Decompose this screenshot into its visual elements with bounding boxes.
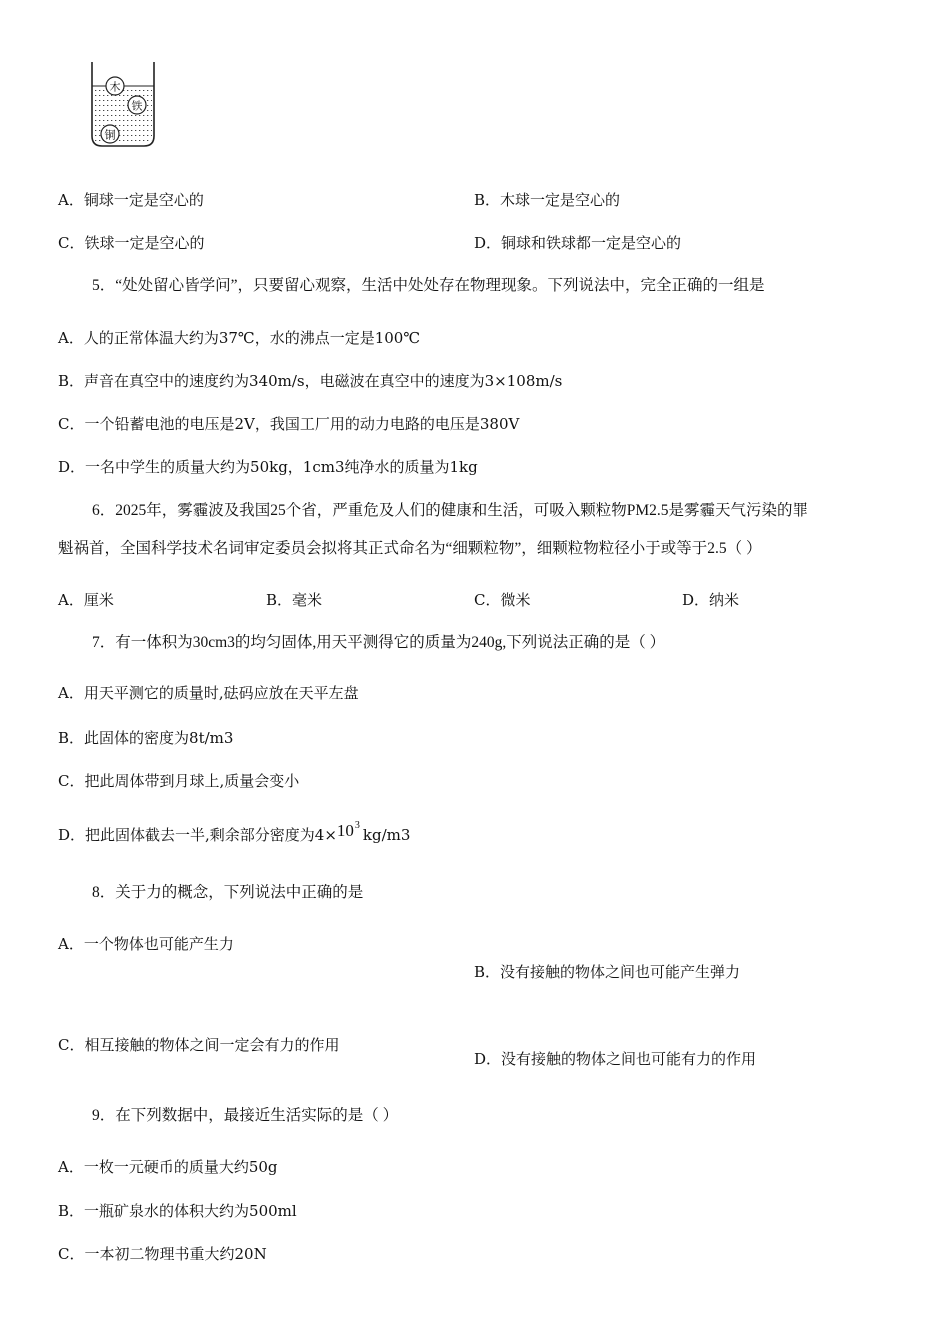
q8-option-d: D．没有接触的物体之间也可能有力的作用: [474, 1050, 757, 1068]
q8-option-a: A．一个物体也可能产生力: [58, 935, 234, 953]
q7-option-d-exponent: 3: [354, 820, 360, 831]
q7-option-d-text: D．把此固体截去一半,剩余部分密度为4×: [58, 826, 337, 844]
q7-option-d-power: [337, 821, 360, 840]
q8-stem: 8．关于力的概念，下列说法中正确的是: [92, 884, 364, 901]
q4-option-a: A．铜球一定是空心的: [58, 191, 204, 209]
q6-stem-line1: 6．2025年，雾霾波及我国25个省，严重危及人们的健康和生活，可吸入颗粒物PM2.5是雾霾天气污染的罪: [92, 502, 809, 519]
copper-ball-label: 铜: [104, 128, 116, 142]
q5-option-d: D．一名中学生的质量大约为50kg，1cm3纯净水的质量为1kg: [58, 458, 478, 476]
q6-stem-line2: 魁祸首，全国科学技术名词审定委员会拟将其正式命名为“细颗粒物”，细颗粒物粒径小于或等于2.5（ ）: [58, 540, 762, 557]
wood-ball-label: 木: [109, 80, 121, 94]
q5-option-c: C．一个铅蓄电池的电压是2V，我国工厂用的动力电路的电压是380V: [58, 415, 520, 433]
q6-option-d: D．纳米: [682, 591, 740, 609]
q7-stem: 7．有一体积为30cm3的均匀固体,用天平测得它的质量为240g,下列说法正确的是（ ）: [92, 634, 666, 651]
q4-option-d: D．铜球和铁球都一定是空心的: [474, 234, 682, 252]
q7-option-b: B．此固体的密度为8t/m3: [58, 729, 234, 747]
q7-option-d-base: 10: [336, 821, 354, 840]
q9-option-b: B．一瓶矿泉水的体积大约为500ml: [58, 1202, 297, 1220]
iron-ball-label: 铁: [131, 99, 143, 113]
q9-stem: 9．在下列数据中，最接近生活实际的是（ ）: [92, 1107, 399, 1124]
q5-stem: 5．“处处留心皆学问”，只要留心观察，生活中处处存在物理现象。下列说法中，完全正确的一组是: [92, 277, 765, 294]
q5-option-b: B．声音在真空中的速度约为340m/s，电磁波在真空中的速度为3×108m/s: [58, 372, 563, 390]
q6-option-c: C．微米: [474, 591, 531, 609]
beaker-figure: [86, 58, 160, 154]
q7-option-c: C．把此周体带到月球上,质量会变小: [58, 772, 300, 790]
q6-option-b: B．毫米: [266, 591, 323, 609]
q6-option-a: A．厘米: [58, 591, 114, 609]
q8-option-c: C．相互接触的物体之间一定会有力的作用: [58, 1036, 340, 1054]
q8-option-b: B．没有接触的物体之间也可能产生弹力: [474, 963, 741, 981]
q4-option-b: B．木球一定是空心的: [474, 191, 621, 209]
q4-option-c: C．铁球一定是空心的: [58, 234, 205, 252]
q5-option-a: A．人的正常体温大约为37℃，水的沸点一定是100℃: [58, 329, 421, 347]
q7-option-d-unit: kg/m3: [362, 826, 411, 844]
q9-option-a: A．一枚一元硬币的质量大约50g: [58, 1158, 278, 1176]
q9-option-c: C．一本初二物理书重大约20N: [58, 1245, 267, 1263]
q7-option-a: A．用天平测它的质量时,砝码应放在天平左盘: [58, 684, 359, 702]
q7-option-d: [58, 820, 410, 845]
